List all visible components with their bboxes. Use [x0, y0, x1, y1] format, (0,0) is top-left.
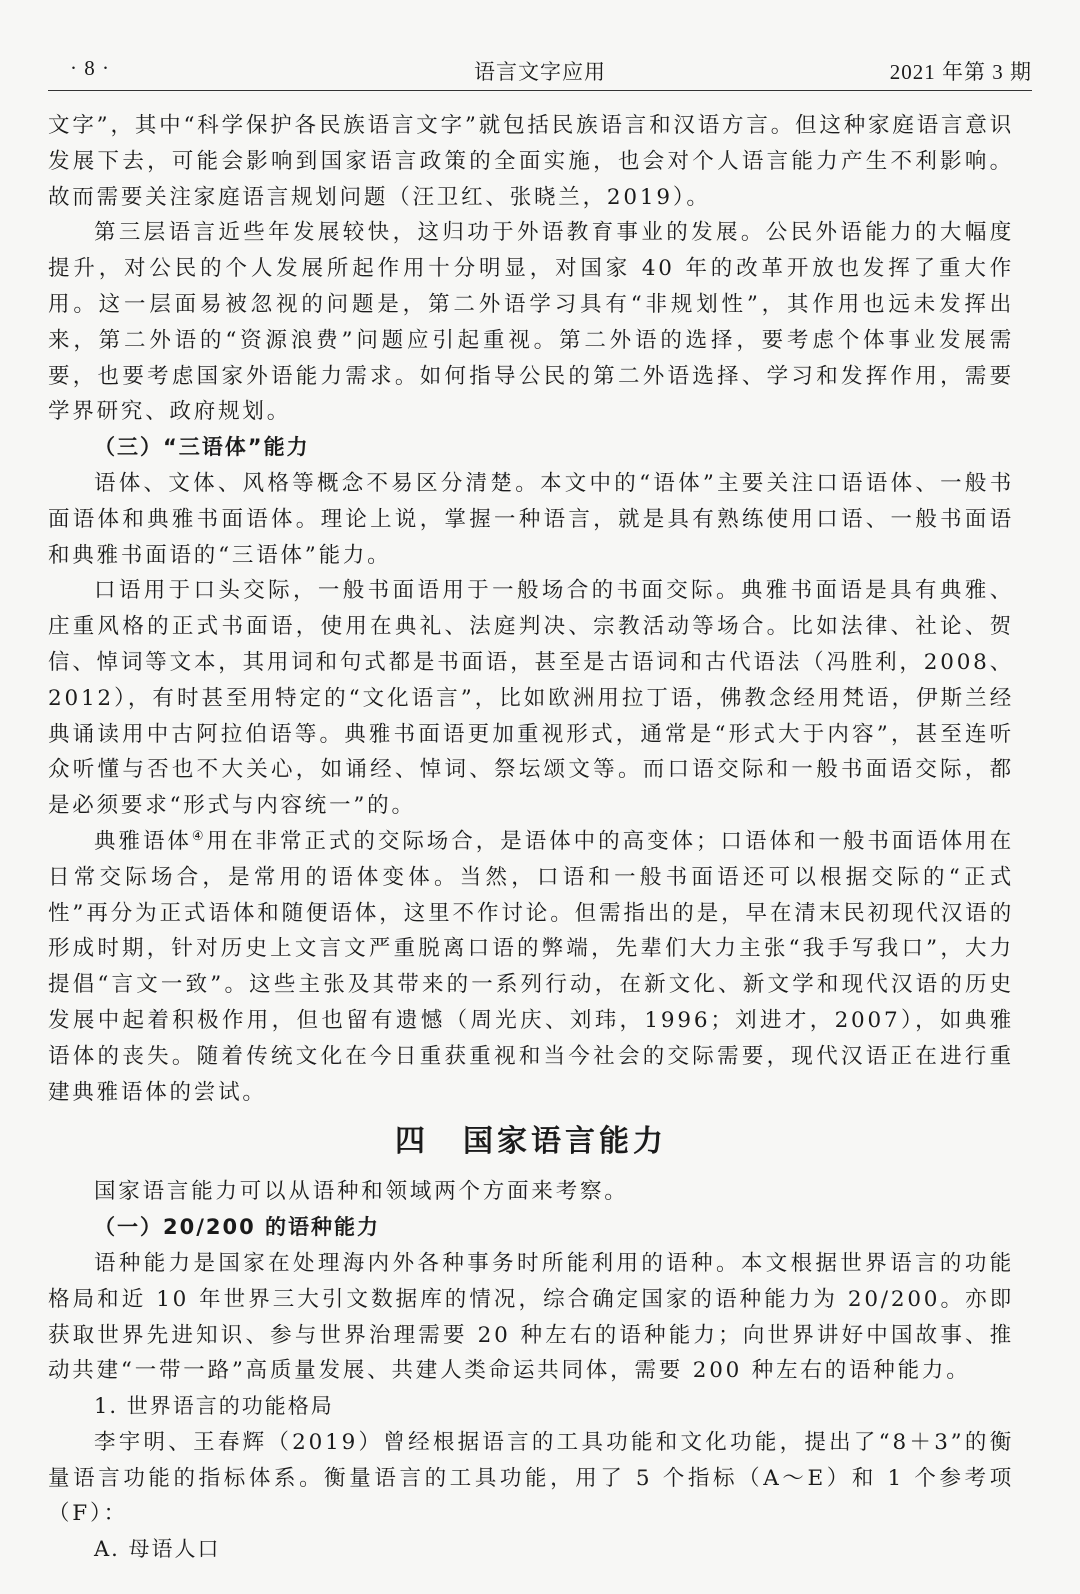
list-item: A. 母语人口: [94, 1537, 221, 1562]
journal-title: 语言文字应用: [474, 60, 606, 84]
paragraph: 文字”，其中“科学保护各民族语言文字”就包括民族语言和汉语方言。但这种家庭语言意识发展下去，可能会影响到国家语言政策的全面实施，也会对个人语言能力产生不利影响。故而需要关注家庭语言规划问题（汪卫红、张晓兰，2019）。: [48, 113, 1014, 210]
article-body: [48, 108, 1014, 1568]
section-heading: 四 国家语言能力: [395, 1124, 667, 1160]
paragraph-start: 典雅语体: [94, 828, 192, 854]
footnote-marker: ④: [191, 828, 207, 844]
paragraph: 第三层语言近些年发展较快，这归功于外语教育事业的发展。公民外语能力的大幅度提升，对公民的个人发展所起作用十分明显，对国家 40 年的改革开放也发挥了重大作用。这一层面易被忽视的问题是，第二外语学习具有“非规划性”，其作用也远未发挥出来，第二外语的“资源浪费”问题应引起重视。第二外语的选择，要考虑个体事业发展需要，也要考虑国家外语能力需求。如何指导公民的第二外语选择、学习和发挥作用，需要学界研究、政府规划。: [48, 220, 1014, 425]
paragraph-rest: 用在非常正式的交际场合，是语体中的高变体；口语体和一般书面语体用在日常交际场合，是常用的语体变体。当然，口语和一般书面语还可以根据交际的“正式性”再分为正式语体和随便语体，这里不作讨论。但需指出的是，早在清末民初现代汉语的形成时期，针对历史上文言文严重脱离口语的弊端，先辈们大力主张“我手写我口”，大力提倡“言文一致”。这些主张及其带来的一系列行动，在新文化、新文学和现代汉语的历史发展中起着积极作用，但也留有遗憾（周光庆、刘玮，1996；刘进才，2007），如典雅语体的丧失。随着传统文化在今日重获重视和当今社会的交际需要，现代汉语正在进行重建典雅语体的尝试。: [48, 828, 1015, 1105]
page-number: · 8 ·: [70, 56, 110, 80]
paragraph: 语体、文体、风格等概念不易区分清楚。本文中的“语体”主要关注口语语体、一般书面语体和典雅书面语体。理论上说，掌握一种语言，就是具有熟练使用口语、一般书面语和典雅书面语的“三语体”能力。: [48, 470, 1014, 568]
paragraph: 口语用于口头交际，一般书面语用于一般场合的书面交际。典雅书面语是具有典雅、庄重风格的正式书面语，使用在典礼、法庭判决、宗教活动等场合。比如法律、社论、贺信、悼词等文本，其用词和句式都是书面语，甚至是古语词和古代语法（冯胜利，2008、2012），有时甚至用特定的“文化语言”，比如欧洲用拉丁语，佛教念经用梵语，伊斯兰经典诵读用中古阿拉伯语等。典雅书面语更加重视形式，通常是“形式大于内容”，甚至连听众听懂与否也不大关心，如诵经、悼词、祭坛颂文等。而口语交际和一般书面语交际，都是必须要求“形式与内容统一”的。: [48, 578, 1014, 819]
paragraph: [48, 824, 1014, 1110]
subsection-heading: （三）“三语体”能力: [94, 435, 310, 460]
paragraph: 李宇明、王春辉（2019）曾经根据语言的工具功能和文化功能，提出了“8＋3”的衡量语言功能的指标体系。衡量语言的工具功能，用了 5 个指标（A～E）和 1 个参考项（F）：: [48, 1429, 1014, 1527]
paragraph: 国家语言能力可以从语种和领域两个方面来考察。: [94, 1179, 629, 1205]
subsection-heading: （一）20/200 的语种能力: [94, 1215, 381, 1240]
numbered-heading: 1. 世界语言的功能格局: [94, 1394, 334, 1419]
running-header: [48, 50, 1032, 91]
paragraph: 语种能力是国家在处理海内外各种事务时所能利用的语种。本文根据世界语言的功能格局和近 10 年世界三大引文数据库的情况，综合确定国家的语种能力为 20/200。亦即获取世界先进知识、参与世界治理需要 20 种左右的语种能力；向世界讲好中国故事、推动共建“一带一路”高质量发展、共建人类命运共同体，需要 200 种左右的语种能力。: [48, 1250, 1014, 1384]
issue-label: 2021 年第 3 期: [889, 60, 1032, 84]
